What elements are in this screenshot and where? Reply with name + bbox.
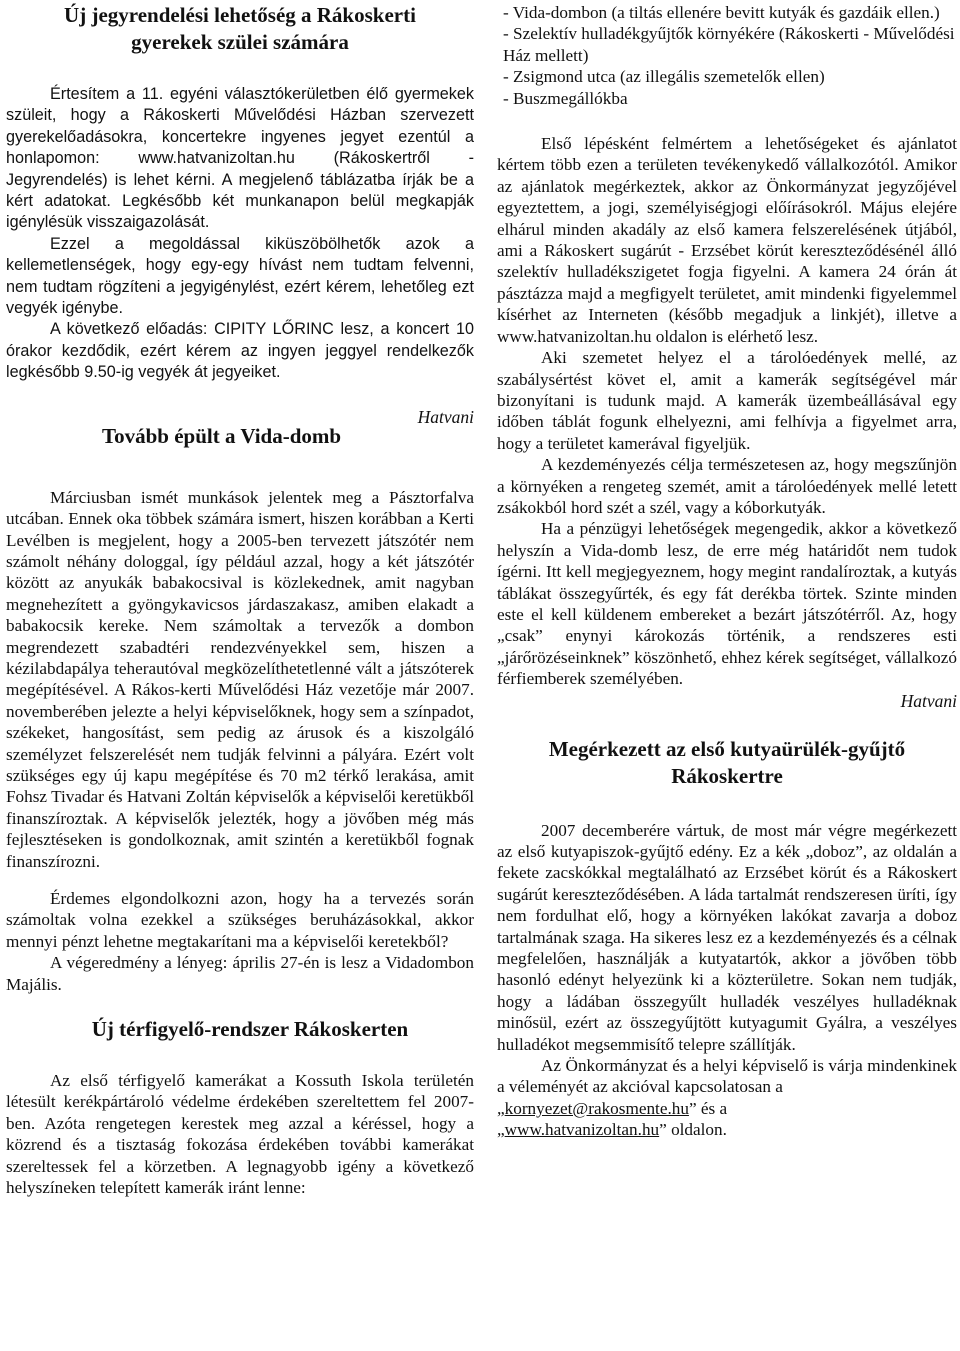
- article-title-dog-waste-bin: Megérkezett az első kutyaürülék-gyűjtő Rákoskertre: [548, 736, 906, 788]
- list-item: - Szelektív hulladékgyűjtők környékére (Rákoskerti - Művelődési Ház mellett): [503, 24, 955, 65]
- author-signature: Hatvani: [900, 690, 957, 711]
- article-paragraph: A következő előadás: CIPITY LŐRINC lesz, a koncert 10 órakor kezdődik, ezért kérem az ingyen jeggyel rendelkezők legkésőbb 9.50-ig vegyék át jegyeiket.: [6, 320, 474, 382]
- article-paragraph: 2007 decemberére vártuk, de most már végre megérkezett az első kutyapiszok-gyűjtő edény. Ez a kék „doboz”, az oldalán a fekete zacskókkal megtalálható az Erzsébet körút és a Rákoskert sugárút kereszteződésében. A láda tartalmát rendszeresen üríti, így nem fordulhat elő, hogy a környéken lakókat zavarja a doboz tartalmának szaga. Ha sikeres lesz ez a kezdeményezés és a célnak megfelelően, használják a kutyatartók, akkor a jövőben több hasonló edényt helyezünk ki a közterületre. Sokan nem tudják, hogy a ládában összegyűlt hulladék veszélyes hulladéknak minősül, ezért az összegyűjtött kutyagumit Gyálra, a veszélyes hulladékot megsemmisítő telepre szállítják.: [497, 820, 957, 1054]
- camera-location-list: [497, 2, 957, 109]
- email-link[interactable]: kornyezet@rakosmente.hu: [504, 1098, 689, 1118]
- right-column: [497, 0, 957, 1141]
- article-paragraph: Első lépésként felmértem a lehetőségeket és ajánlatot kértem több ezen a területen tevékenykedő vállalkozótól. Amikor az ajánlatok megérkeztek, akkor az Önkormányzat jegyzőjével egyeztettem, a jogi, személyiségjogi előírásokról. Május elejére elhárul minden akadály az első kamera felszerelésének útjából, ami a Rákoskert sugárút - Erzsébet körút kereszteződésénél álló szelektív hulladékszigetet fogja figyelni. A kamera 24 órán át pásztázza majd a megfigyelt területet, amit mindenki figyelemmel kísérhet az Interneten (később megadjuk a linkjét), illetve a www.hatvanizoltan.hu oldalon is elérhető lesz.: [497, 134, 957, 346]
- link-separator: ” és a: [688, 1098, 728, 1118]
- closing-text: ” oldalon.: [659, 1120, 727, 1140]
- article-paragraph: Az első térfigyelő kamerákat a Kossuth Iskola területén létesült kerékpártároló védelme érdekében szereltettem fel 2007-ben. Azóta rengetegen kerestek meg azzal a kéréssel, hogy a közrend és a tisztaság fokozása érdekében további kamerákat szereltessek fel a körzetben. A legnagyobb igény a következő helyszíneken telepített kamerák iránt lenne:: [6, 1071, 474, 1198]
- author-signature: Hatvani: [417, 406, 474, 427]
- article-paragraph: Aki szemetet helyez el a tárolóedények mellé, az szabálysértést követ el, amit a kamerák segítségével már bizonyítani is tudunk majd. A kamerák üzembeállásával egy időben táblát fogunk elhelyezni, ami felhívja a figyelmet arra, hogy a területet kamerával figyeljük.: [497, 348, 957, 453]
- article-paragraph: A végeredmény a lényeg: április 27-én is lesz a Vidadombon Majális.: [6, 953, 474, 994]
- article-paragraph: Ezzel a megoldással kiküszöbölhetők azok a kellemetlenségek, hogy egy-egy hívást nem tudtam felvenni, nem tudtam rögzíteni a jegyigénylést, ezért kérem, lehetőleg ezt vegyék igénybe.: [6, 234, 474, 318]
- article-paragraph: Ha a pénzügyi lehetőségek megengedik, akkor a következő helyszín a Vida-domb lesz, de erre még határidőt nem tudok ígérni. Itt kell megjegyeznem, hogy megint randalíroztak, a kutyás táblákat összegyűrték, és egy fát derékba törtek. Szinte minden este el kell küldenem embereket a bezárt játszótérről. Az, hogy „csak” enynyi károkozás történik, a rendszeres esti „járőrözéseinknek” köszönhető, ehhez kérek segítséget, vállalkozó férfiemberek személyében.: [497, 519, 957, 689]
- open-quote: „: [497, 1120, 505, 1140]
- article-paragraph: A kezdeményezés célja természetesen az, hogy megszűnjön a környéken a rengeteg szemét, amit a tárolóedények mellé letett zsákokból hord szét a szél, vagy a kóborkutyák.: [497, 455, 957, 517]
- contact-line: [497, 1119, 957, 1140]
- article-title-ticket-ordering: Új jegyrendelési lehetőség a Rákoskerti gyerekek szülei számára: [64, 3, 416, 54]
- article-paragraph: Érdemes elgondolkozni azon, hogy ha a tervezés során számoltak volna ezekkel a szükséges beruházásokkal, akkor mennyi pénzt lehetne megtakarítani ma a képviselői keretekből?: [6, 889, 474, 951]
- article-title-camera-system: Új térfigyelő-rendszer Rákoskerten: [91, 1017, 409, 1042]
- list-item: - Buszmegállókba: [503, 88, 628, 108]
- article-title-vida-domb: Tovább épült a Vida-domb: [102, 423, 342, 448]
- open-quote: „: [497, 1098, 505, 1118]
- contact-line: [497, 1098, 957, 1119]
- list-item: - Zsigmond utca (az illegális szemetelők ellen): [503, 67, 825, 87]
- website-link[interactable]: www.hatvanizoltan.hu: [504, 1120, 660, 1140]
- article-paragraph: Márciusban ismét munkások jelentek meg a Pásztorfalva utcában. Ennek oka többek számára ismert, hiszen korábban a Kerti Levélben is megjelent, hogy a 2005-ben tervezett játszótér nem számolt néhány dologgal, így például azzal, hogy a két játszótér között az anyukák babakocsival is közlekednek, amit nagyban megnehezített a gyöngykavicsos járdaszakasz, amiben elakadt a babakocsik kereke. Nem számoltak a tervezők a dombon megrendezett szabadtéri rendezvényekkel sem, hiszen a kézilabdapálya teherautóval megközelíthetetlenné vált a játszóterek megépítésével. A Rákos-kerti Művelődési Ház vezetője már 2007. novemberében jelezte a helyi képviselőknek, hogy sem a színpadot, székeket, hangosítást, sem pedig az árusok és a kiszolgáló személyzet felszerelését nem tudják felvinni a pályára. Ezért volt szükséges egy új kapu megépítése és 70 m2 térkő lerakása, amit Fohsz Tivadar és Hatvani Zoltán képviselők a képviselői keretükből finanszíroztak. A képviselők jelezték, hogy a jövőben még más fejlesztéseken is gondolkoznak, amit szintén a keretükből fognak finanszírozni.: [6, 487, 474, 871]
- list-item: - Vida-dombon (a tiltás ellenére bevitt kutyák és gazdáik ellen.): [503, 3, 940, 22]
- article-paragraph: Az Önkormányzat és a helyi képviselő is várja mindenkinek a véleményét az akcióval kapcsolatosan a: [497, 1056, 957, 1097]
- article-paragraph: Értesítem a 11. egyéni választókerületben élő gyermekek szüleit, hogy a Rákoskerti Művelődési Házban szervezett gyerekelőadásokra, koncertekre ingyenes jegyet ezentúl a honlapomon: www.hatvanizoltan.hu (Rákoskertről - Jegyrendelés) is lehet kérni. A megjelenő táblázatba írják be a kért adatokat. Legkésőbb két munkanapon belül megkapják igénylésük visszaigazolását.: [6, 85, 474, 232]
- left-column: [6, 0, 474, 1198]
